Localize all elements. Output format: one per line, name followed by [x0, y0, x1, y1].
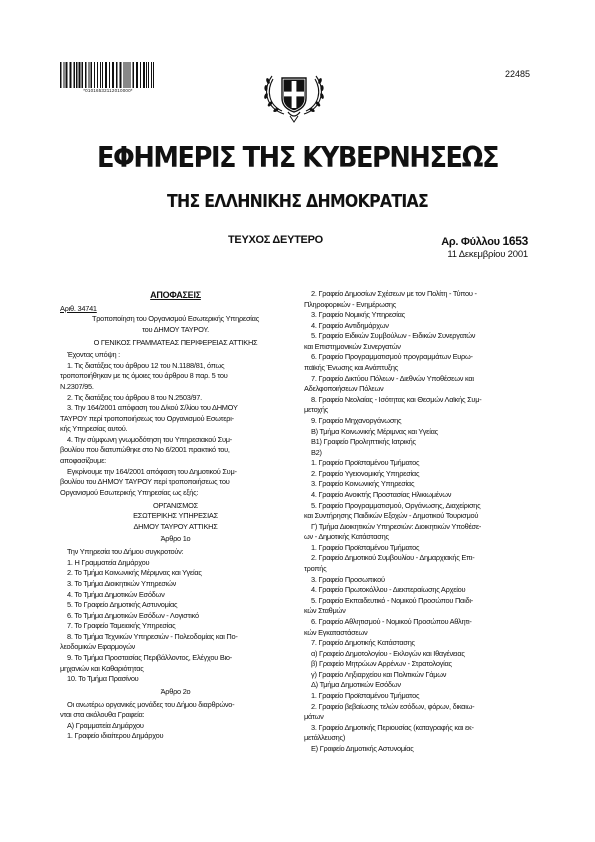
- list-item: 1. Γραφείο Προϊσταμένου Τμήματος: [311, 690, 420, 700]
- barcode-bar: [64, 62, 65, 88]
- barcode-bar: [140, 62, 141, 88]
- section-title: ΑΠΟΦΑΣΕΙΣ: [150, 290, 201, 300]
- text-line: Ν.2307/95.: [60, 382, 94, 392]
- right-column: [304, 289, 536, 754]
- list-item: κών Σταθμών: [304, 606, 346, 616]
- list-item: παϊκής Ένωσης και Ανάπτυξης: [304, 363, 399, 373]
- list-item: 3. Γραφείο Κοινωνικής Υπηρεσίας: [311, 479, 415, 489]
- sheet-number-value: 1653: [502, 234, 528, 248]
- barcode-bar: [143, 62, 145, 88]
- issue-date: 11 Δεκεμβρίου 2001: [447, 249, 528, 260]
- barcode-bar: [112, 62, 114, 88]
- list-item: 2. Γραφείο Υγειονομικής Υπηρεσίας: [311, 468, 420, 478]
- list-item: 9. Γραφείο Μηχανοργάνωσης: [311, 415, 402, 425]
- list-item: κών Εγκαταστάσεων: [304, 627, 368, 637]
- barcode-bar: [120, 62, 122, 88]
- list-item: 3. Γραφείο Νομικής Υπηρεσίας: [311, 310, 405, 320]
- list-item: Γ) Τμήμα Διοικητικών Υπηρεσιών: Διοικητικών Υποθέσε-: [311, 521, 482, 531]
- barcode-caption: *01016532112010000*: [83, 88, 133, 93]
- list-item: 6. Γραφείο Αθλητισμού - Νομικού Προσώπου Αθλητι-: [311, 616, 472, 626]
- barcode-bar: [100, 62, 101, 88]
- list-item: 7. Γραφείο Δημοτικής Κατάστασης: [311, 638, 415, 648]
- sheet-number: [441, 234, 528, 248]
- gazette-subtitle: ΤΗΣ ΕΛΛΗΝΙΚΗΣ ΔΗΜΟΚΡΑΤΙΑΣ: [166, 192, 429, 212]
- text-line: 1. Τις διατάξεις του άρθρου 12 του Ν.1188/81, όπως: [67, 360, 225, 370]
- list-item: 8. Το Τμήμα Τεχνικών Υπηρεσιών - Πολεοδομίας και Πο-: [67, 631, 238, 641]
- list-item: μηχανιών και Καθαριότητας: [60, 663, 144, 673]
- barcode-bar: [91, 62, 93, 88]
- list-item: Αδελφοποιήσεων Πόλεων: [304, 384, 384, 394]
- list-item: 3. Το Τμήμα Διοικητικών Υπηρεσιών: [67, 578, 177, 588]
- text-line: βουλίου που διατυπώθηκε στο Νο 6/2001 πρακτικό του,: [60, 445, 230, 455]
- barcode-bar: [133, 62, 135, 88]
- text-line: Οργανισμού Εσωτερικής Υπηρεσίας ως εξής:: [60, 487, 199, 497]
- barcode-bar: [146, 62, 147, 88]
- list-item: 1. Γραφείο ιδιαίτερου Δημάρχου: [67, 731, 164, 741]
- list-item: ων - Δημοτικής Κατάστασης: [304, 532, 389, 542]
- issuing-authority: Ο ΓΕΝΙΚΟΣ ΓΡΑΜΜΑΤΕΑΣ ΠΕΡΙΦΕΡΕΙΑΣ ΑΤΤΙΚΗΣ: [93, 337, 258, 347]
- text-line: τροποποιήθηκαν με τις όμοιες του άρθρου 8 παρ. 5 του: [60, 371, 228, 381]
- barcode-bar: [136, 62, 138, 88]
- text-line: 2. Τις διατάξεις του άρθρου 8 του Ν.2503/97.: [67, 392, 202, 402]
- barcode-bar: [74, 62, 76, 88]
- series-label: ΤΕΥΧΟΣ ΔΕΥΤΕΡΟ: [228, 234, 323, 246]
- text-line: αποφασίζουμε:: [60, 456, 106, 466]
- list-item: 7. Το Γραφείο Ταμειακής Υπηρεσίας: [67, 621, 176, 631]
- left-column: [60, 289, 291, 742]
- list-item: 8. Γραφείο Νεολαίας - Ισότητας και Θεσμών Λαϊκής Συμ-: [311, 394, 482, 404]
- sheet-label: Αρ. Φύλλου: [441, 236, 500, 248]
- list-item: 2. Το Τμήμα Κοινωνικής Μέριμνας και Υγείας: [67, 568, 202, 578]
- text-line: Έχοντας υπόψη :: [67, 350, 120, 360]
- barcode-bar: [76, 62, 78, 88]
- list-item: 3. Γραφείο Δημοτικής Περιουσίας (καταγραφής και εκ-: [311, 722, 474, 732]
- barcode-bar: [109, 62, 110, 88]
- article-heading: Άρθρο 1ο: [160, 534, 191, 544]
- list-item: 4. Γραφείο Πρωτοκόλλου - Διεκπεραίωσης Αρχείου: [311, 585, 466, 595]
- list-item: μετάλλευσης): [304, 733, 346, 743]
- list-item: Ε) Γραφείο Δημοτικής Αστυνομίας: [311, 743, 414, 753]
- barcode-bar: [85, 62, 87, 88]
- barcode: [60, 62, 156, 88]
- list-item: 5. Γραφείο Εκπαιδευτικό - Νομικού Προσώπου Παιδι-: [311, 595, 473, 605]
- list-item: 9. Το Τμήμα Προστασίας Περιβάλλοντος, Ελέγχου Βιο-: [67, 653, 232, 663]
- list-item: Δ) Τμήμα Δημοτικών Εσόδων: [311, 680, 401, 690]
- list-item: και Συντήρησης Παιδικών Εξοχών - Δημοτικού Τουρισμού: [304, 511, 479, 521]
- list-item: 10. Το Τμήμα Πρασίνου: [67, 674, 139, 684]
- barcode-bar: [124, 62, 125, 88]
- list-item: Πληροφορικών - Ενημέρωσης: [304, 299, 397, 309]
- list-item: γ) Γραφείο Ληξιαρχείου και Πολιτικών Γάμων: [311, 669, 447, 679]
- text-line: κής Υπηρεσίας αυτού.: [60, 424, 128, 434]
- list-item: Β) Τμήμα Κοινωνικής Μέριμνας και Υγείας: [311, 426, 438, 436]
- list-item: 4. Γραφείο Ανοικτής Προστασίας Ηλικιωμένων: [311, 489, 452, 499]
- issue-number: 22485: [505, 69, 531, 79]
- list-item: 2. Γραφείο βεβαίωσης τελών εσόδων, φόρων, δικαιω-: [311, 701, 475, 711]
- list-item: Β2): [311, 447, 322, 457]
- list-item: τροπής: [304, 564, 327, 574]
- list-item: 6. Γραφείο Προγραμματισμού προγραμμάτων Ευρω-: [311, 352, 473, 362]
- barcode-bar: [130, 62, 131, 88]
- list-item: 5. Το Γραφείο Δημοτικής Αστυνομίας: [67, 600, 178, 610]
- list-item: Β1) Γραφείο Προληπτικής Ιατρικής: [311, 437, 416, 447]
- list-item: 2. Γραφείο Δημοτικού Συμβουλίου - Δημαρχιακής Επι-: [311, 553, 475, 563]
- list-item: 5. Γραφείο Ειδικών Συμβούλων - Ειδικών Συνεργατών: [311, 331, 476, 341]
- text-line: ΤΑΥΡΟΥ περί τροποποιήσεως του Οργανισμού Εσωτερι-: [60, 413, 234, 423]
- list-item: 1. Γραφείο Προϊσταμένου Τμήματος: [311, 458, 420, 468]
- list-item: 7. Γραφείο Δικτύου Πόλεων - Διεθνών Υποθέσεων και: [311, 373, 474, 383]
- decision-reference: Αριθ. 34741: [60, 303, 97, 313]
- text-line: νται στα ακόλουθα Γραφεία:: [60, 710, 145, 720]
- list-item: 4. Το Τμήμα Δημοτικών Εσόδων: [67, 589, 165, 599]
- barcode-bar: [94, 62, 95, 88]
- organization-heading: ΔΗΜΟΥ ΤΑΥΡΟΥ ΑΤΤΙΚΗΣ: [133, 521, 218, 531]
- list-item: μετοχής: [304, 405, 329, 415]
- list-item: α) Γραφείο Δημοτολογίου - Εκλογών και Ιθαγένειας: [311, 648, 465, 658]
- barcode-bar: [70, 62, 72, 88]
- text-line: Εγκρίνουμε την 164/2001 απόφαση του Δημοτικού Συμ-: [67, 466, 237, 476]
- list-item: 1. Η Γραμματεία Δημάρχου: [67, 557, 150, 567]
- text-line: 3. Την 164/2001 απόφαση του Δ/κού Σ/λίου του ΔΗΜΟΥ: [67, 403, 238, 413]
- list-item: 3. Γραφείο Προσωπικού: [311, 574, 385, 584]
- list-item: 6. Το Τμήμα Δημοτικών Εσόδων - Λογιστικό: [67, 610, 199, 620]
- barcode-bar: [105, 62, 107, 88]
- text-line: Την Υπηρεσία του Δήμου συγκροτούν:: [67, 547, 184, 557]
- barcode-bar: [97, 62, 98, 88]
- barcode-bar: [60, 62, 62, 88]
- list-item: 4. Γραφείο Αντιδημάρχων: [311, 320, 389, 330]
- barcode-bar: [148, 62, 149, 88]
- barcode-bar: [153, 62, 154, 88]
- gazette-title: ΕΦΗΜΕΡΙΣ ΤΗΣ ΚΥΒΕΡΝΗΣΕΩΣ: [96, 141, 499, 174]
- barcode-bar: [116, 62, 118, 88]
- list-item: 2. Γραφείο Δημοσίων Σχέσεων με τον Πολίτη - Τύπου -: [311, 289, 477, 298]
- organization-heading: ΟΡΓΑΝΙΣΜΟΣ: [153, 500, 198, 510]
- barcode-bar: [102, 62, 103, 88]
- barcode-bar: [82, 62, 84, 88]
- coat-of-arms-icon: [258, 64, 330, 126]
- decision-subject-line: Τροποποίηση του Οργανισμού Εσωτερικής Υπηρεσίας: [91, 314, 260, 324]
- list-item: 5. Γραφείο Προγραμματισμού, Οργάνωσης, Διαχείρισης: [311, 500, 481, 510]
- barcode-bar: [151, 62, 152, 88]
- barcode-bar: [89, 62, 90, 88]
- text-line: βουλίου του ΔΗΜΟΥ ΤΑΥΡΟΥ περί τροποποιήσεως του: [60, 477, 230, 487]
- list-item: μάτων: [304, 712, 324, 722]
- list-item: Α) Γραμματεία Δημάρχου: [67, 720, 144, 730]
- list-item: και Επιστημονικών Συνεργατών: [304, 341, 401, 351]
- text-line: Οι ανωτέρω οργανικές μονάδες του Δήμου διαρθρώνο-: [67, 699, 235, 709]
- barcode-bar: [126, 62, 127, 88]
- list-item: 1. Γραφείο Προϊσταμένου Τμήματος: [311, 542, 420, 552]
- organization-heading: ΕΣΩΤΕΡΙΚΗΣ ΥΠΗΡΕΣΙΑΣ: [133, 511, 218, 521]
- barcode-bar: [128, 62, 129, 88]
- text-line: 4. Την σύμφωνη γνωμοδότηση του Υπηρεσιακού Συμ-: [67, 434, 232, 444]
- list-item: β) Γραφείο Μητρώων Αρρένων - Στρατολογίας: [311, 659, 452, 669]
- barcode-bar: [79, 62, 81, 88]
- list-item: λεοδομικών Εφαρμογών: [60, 642, 136, 652]
- barcode-bar: [66, 62, 68, 88]
- article-heading: Άρθρο 2ο: [160, 686, 191, 696]
- decision-subject-line: του ΔΗΜΟΥ ΤΑΥΡΟΥ.: [142, 324, 209, 334]
